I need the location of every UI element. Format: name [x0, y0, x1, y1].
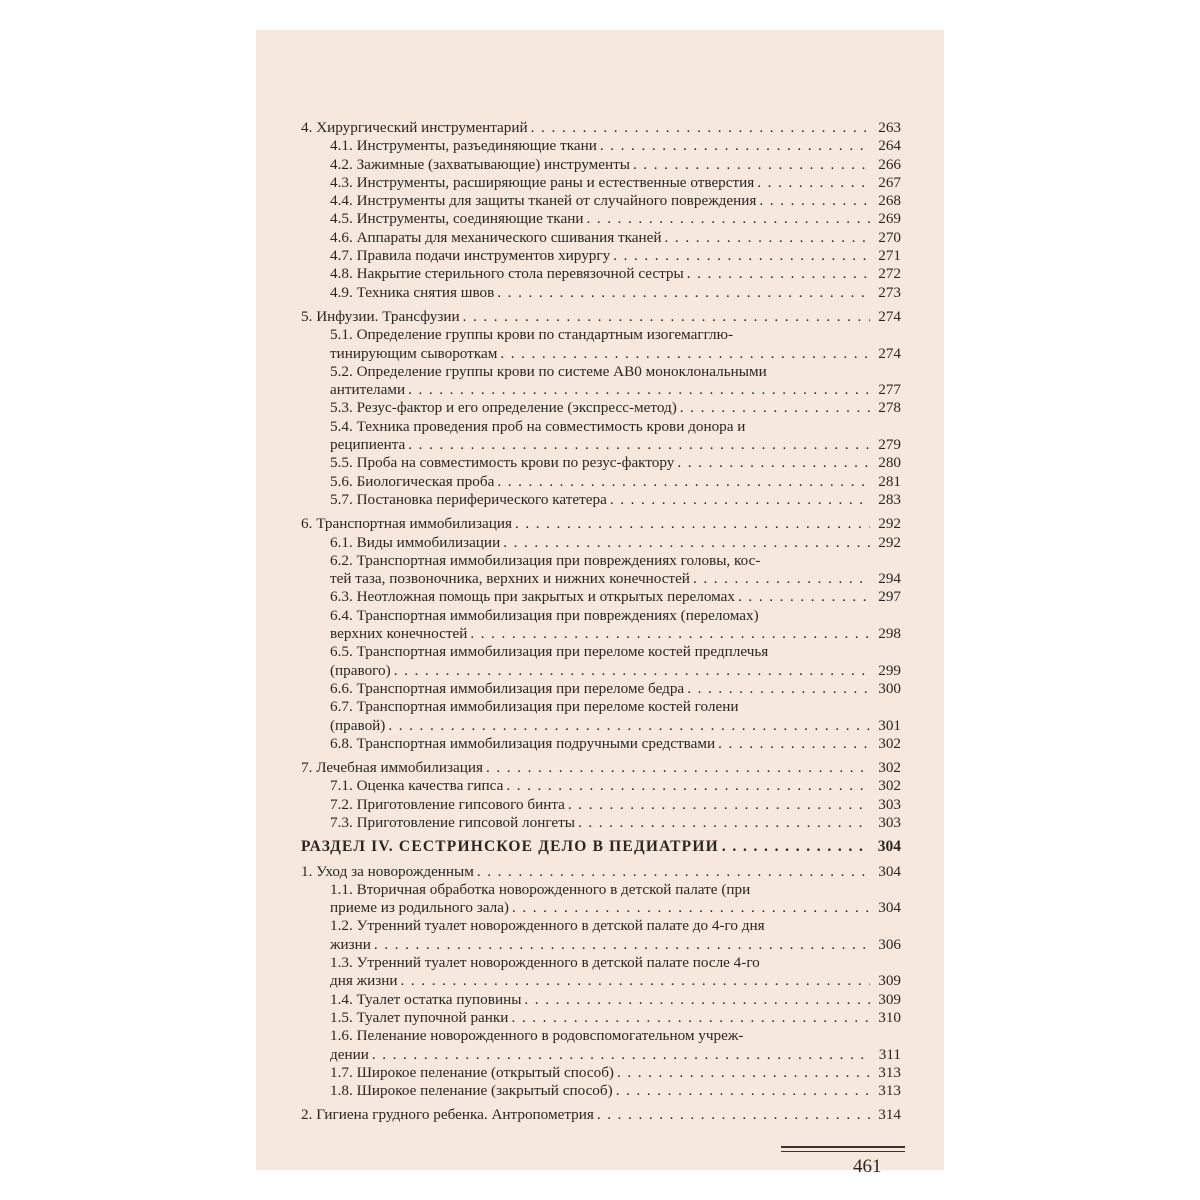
toc-entry: [301, 717, 901, 735]
toc-entry-title: верхних конечностей: [330, 625, 468, 643]
toc-entry-line: 6.5. Транспортная иммобилизация при переломе костей предплечья: [330, 643, 769, 661]
leader-dots: [470, 625, 870, 643]
toc-entry: [301, 229, 901, 247]
toc-entry-title: 1.4. Туалет остатка пуповины: [330, 990, 522, 1008]
toc-entry: [301, 991, 901, 1009]
leader-dots: [500, 345, 870, 363]
toc-entry-page: 300: [878, 679, 901, 697]
footer-rule-thin: [781, 1151, 905, 1152]
toc-entry-page: 292: [878, 515, 901, 533]
leader-dots: [511, 1009, 870, 1027]
toc-entry-page: 274: [878, 307, 901, 325]
leader-dots: [738, 588, 870, 606]
toc-entry-page: 302: [878, 759, 901, 777]
toc-entry-page: 273: [878, 283, 901, 301]
toc-entry-page: 283: [878, 490, 901, 508]
toc-entry: [301, 1064, 901, 1082]
toc-entry-page: 302: [878, 777, 901, 795]
leader-dots: [687, 265, 870, 283]
toc-entry: [301, 570, 901, 588]
toc-entry: [301, 436, 901, 454]
leader-dots: [497, 284, 870, 302]
toc-entry-page: 304: [878, 862, 901, 880]
toc-entry-title: 2. Гигиена грудного ребенка. Антропометрия: [301, 1106, 594, 1124]
toc-entry-title: 5.7. Постановка периферического катетера: [330, 490, 607, 508]
leader-dots: [610, 491, 870, 509]
leader-dots: [616, 1082, 870, 1100]
toc-entry-title: 1.7. Широкое пеленание (открытый способ): [330, 1063, 614, 1081]
leader-dots: [503, 534, 870, 552]
toc-entry-title: 1.5. Туалет пупочной ранки: [330, 1008, 509, 1026]
toc-entry: [301, 1009, 901, 1027]
toc-entry-title: реципиента: [330, 436, 406, 454]
leader-dots: [722, 838, 870, 856]
toc-entry-page: 297: [878, 588, 901, 606]
toc-entry: [301, 735, 901, 753]
toc-entry-title: 4.6. Аппараты для механического сшивания тканей: [330, 228, 662, 246]
toc-entry: [301, 381, 901, 399]
toc-entry-page: 270: [878, 228, 901, 246]
toc-entry-line: 1.2. Утренний туалет новорожденного в детской палате до 4-го дня: [330, 917, 765, 935]
toc-entry: [301, 972, 901, 990]
toc-entry-line: 6.2. Транспортная иммобилизация при повреждениях головы, кос-: [330, 551, 761, 569]
leader-dots: [586, 210, 870, 228]
toc-entry-page: 313: [878, 1082, 901, 1100]
toc-entry-page: 313: [878, 1063, 901, 1081]
toc-entry-title: тей таза, позвоночника, верхних и нижних конечностей: [330, 570, 690, 588]
toc-entry: [301, 174, 901, 192]
toc-entry: [301, 588, 901, 606]
toc-entry-line: 5.2. Определение группы крови по системе АВ0 моноклональными: [330, 362, 767, 380]
toc-entry-line: 5.4. Техника проведения проб на совместимость крови донора и: [330, 417, 746, 435]
toc-chapter: [301, 515, 901, 533]
leader-dots: [372, 1046, 870, 1064]
footer-rule: [781, 1146, 905, 1148]
toc-entry-page: 264: [878, 137, 901, 155]
toc-entry-line: 6.4. Транспортная иммобилизация при повреждениях (переломах): [330, 606, 759, 624]
leader-dots: [486, 759, 870, 777]
toc-entry: [301, 265, 901, 283]
toc-entry-title: 4.9. Техника снятия швов: [330, 283, 495, 301]
toc-entry-title: 5. Инфузии. Трансфузии: [301, 307, 460, 325]
toc-entry-title: тинирующим сывороткам: [330, 344, 498, 362]
toc-entry-line: 5.1. Определение группы крови по стандартным изогемагглю-: [330, 326, 734, 344]
toc-entry-title: 4.3. Инструменты, расширяющие раны и естественные отверстия: [330, 173, 755, 191]
toc-entry-page: 281: [878, 472, 901, 490]
toc-entry-title: дня жизни: [330, 972, 398, 990]
leader-dots: [506, 777, 870, 795]
leader-dots: [600, 137, 870, 155]
toc-chapter: [301, 119, 901, 137]
toc-entry-title: 5.3. Резус-фактор и его определение (экспресс-метод): [330, 399, 677, 417]
leader-dots: [665, 229, 870, 247]
toc-entry: [301, 662, 901, 680]
toc-entry: [301, 777, 901, 795]
leader-dots: [512, 899, 870, 917]
leader-dots: [687, 680, 870, 698]
leader-dots: [394, 662, 870, 680]
toc-entry-page: 266: [878, 155, 901, 173]
toc-entry-title: 4.2. Зажимные (захватывающие) инструменты: [330, 155, 630, 173]
leader-dots: [759, 192, 870, 210]
toc-entry-line: 6.7. Транспортная иммобилизация при переломе костей голени: [330, 698, 739, 716]
toc-entry-page: 306: [878, 935, 901, 953]
table-of-contents: [301, 119, 901, 1125]
toc-entry-page: 277: [878, 381, 901, 399]
toc-entry-page: 311: [878, 1045, 901, 1063]
toc-entry-title: жизни: [330, 935, 371, 953]
toc-entry-title: 4.4. Инструменты для защиты тканей от случайного повреждения: [330, 192, 757, 210]
toc-entry-page: 280: [878, 454, 901, 472]
toc-entry-page: 263: [878, 119, 901, 136]
toc-entry: [301, 210, 901, 228]
leader-dots: [531, 119, 870, 137]
toc-chapter: [301, 1106, 901, 1124]
toc-chapter: [301, 759, 901, 777]
toc-entry-title: 6. Транспортная иммобилизация: [301, 515, 512, 533]
toc-entry-page: 292: [878, 533, 901, 551]
toc-entry-page: 302: [878, 734, 901, 752]
toc-entry-title: 7.3. Приготовление гипсовой лонгеты: [330, 813, 575, 831]
toc-entry: [301, 137, 901, 155]
leader-dots: [718, 735, 870, 753]
leader-dots: [578, 814, 870, 832]
toc-entry-title: 6.3. Неотложная помощь при закрытых и открытых переломах: [330, 588, 736, 606]
toc-entry-title: 4.7. Правила подачи инструментов хирургу: [330, 247, 611, 265]
toc-entry-title: 5.5. Проба на совместимость крови по резус-фактору: [330, 454, 675, 472]
toc-chapter: [301, 863, 901, 881]
toc-entry-page: 278: [878, 399, 901, 417]
toc-entry-title: 5.6. Биологическая проба: [330, 472, 495, 490]
toc-entry-title: 4.8. Накрытие стерильного стола перевязочной сестры: [330, 265, 684, 283]
toc-entry-title: РАЗДЕЛ IV. СЕСТРИНСКОЕ ДЕЛО В ПЕДИАТРИИ: [301, 838, 719, 856]
toc-entry-page: 301: [878, 716, 901, 734]
toc-entry: [301, 247, 901, 265]
leader-dots: [568, 796, 870, 814]
leader-dots: [680, 399, 870, 417]
toc-entry-title: (правого): [330, 661, 391, 679]
toc-entry-title: 1.8. Широкое пеленание (закрытый способ): [330, 1082, 613, 1100]
toc-entry-page: 303: [878, 813, 901, 831]
toc-entry-title: приеме из родильного зала): [330, 899, 509, 917]
leader-dots: [477, 863, 870, 881]
toc-entry-page: 310: [878, 1008, 901, 1026]
toc-entry: [301, 936, 901, 954]
leader-dots: [408, 381, 870, 399]
toc-entry: [301, 454, 901, 472]
leader-dots: [408, 436, 870, 454]
toc-entry-page: 274: [878, 344, 901, 362]
toc-entry-title: 6.1. Виды иммобилизации: [330, 533, 501, 551]
leader-dots: [597, 1106, 870, 1124]
toc-entry: [301, 534, 901, 552]
toc-entry: [301, 192, 901, 210]
toc-entry-title: антителами: [330, 381, 406, 399]
toc-chapter: [301, 308, 901, 326]
toc-entry-title: дении: [330, 1045, 369, 1063]
toc-entry-line: 1.6. Пеленание новорожденного в родовспомогательном учреж-: [330, 1027, 744, 1045]
leader-dots: [617, 1064, 870, 1082]
leader-dots: [613, 247, 870, 265]
leader-dots: [633, 156, 870, 174]
toc-entry-page: 272: [878, 265, 901, 283]
toc-entry-page: 298: [878, 625, 901, 643]
toc-entry-title: 4. Хирургический инструментарий: [301, 119, 528, 136]
book-page: [256, 30, 944, 1177]
toc-entry-page: 294: [878, 570, 901, 588]
toc-entry-title: 6.6. Транспортная иммобилизация при переломе бедра: [330, 679, 685, 697]
toc-entry: [301, 345, 901, 363]
toc-entry: [301, 284, 901, 302]
toc-entry-page: 303: [878, 795, 901, 813]
toc-entry-page: 314: [878, 1106, 901, 1124]
leader-dots: [463, 308, 870, 326]
toc-entry-title: 7.2. Приготовление гипсового бинта: [330, 795, 565, 813]
toc-entry: [301, 814, 901, 832]
leader-dots: [515, 515, 870, 533]
toc-entry-page: 309: [878, 990, 901, 1008]
toc-entry-page: 271: [878, 247, 901, 265]
toc-entry-title: 7.1. Оценка качества гипса: [330, 777, 504, 795]
toc-entry: [301, 625, 901, 643]
toc-entry: [301, 156, 901, 174]
toc-entry: [301, 680, 901, 698]
toc-entry: [301, 1082, 901, 1100]
toc-entry: [301, 491, 901, 509]
toc-entry-page: 279: [878, 436, 901, 454]
toc-entry-title: 4.5. Инструменты, соединяющие ткани: [330, 210, 584, 228]
toc-entry-page: 304: [877, 838, 901, 856]
leader-dots: [693, 570, 870, 588]
leader-dots: [388, 717, 870, 735]
toc-entry-title: 6.8. Транспортная иммобилизация подручными средствами: [330, 734, 716, 752]
leader-dots: [524, 991, 870, 1009]
toc-entry: [301, 796, 901, 814]
leader-dots: [757, 174, 870, 192]
toc-entry: [301, 399, 901, 417]
toc-entry-page: 268: [878, 192, 901, 210]
toc-entry-page: 299: [878, 661, 901, 679]
toc-entry-line: 1.3. Утренний туалет новорожденного в детской палате после 4-го: [330, 954, 760, 972]
leader-dots: [677, 454, 870, 472]
toc-entry-page: 309: [878, 972, 901, 990]
toc-entry-title: (правой): [330, 716, 386, 734]
toc-entry-title: 4.1. Инструменты, разъединяющие ткани: [330, 137, 597, 155]
toc-entry-title: 1. Уход за новорожденным: [301, 862, 474, 880]
page-number: 461: [853, 1156, 882, 1177]
toc-entry: [301, 473, 901, 491]
toc-entry-title: 7. Лечебная иммобилизация: [301, 759, 483, 777]
toc-section-heading: [301, 838, 901, 856]
leader-dots: [401, 972, 870, 990]
toc-entry-page: 269: [878, 210, 901, 228]
toc-entry: [301, 1046, 901, 1064]
leader-dots: [497, 473, 870, 491]
toc-entry-line: 1.1. Вторичная обработка новорожденного в детской палате (при: [330, 880, 751, 898]
toc-entry-page: 304: [878, 899, 901, 917]
leader-dots: [374, 936, 870, 954]
toc-entry-page: 267: [878, 173, 901, 191]
toc-entry: [301, 899, 901, 917]
